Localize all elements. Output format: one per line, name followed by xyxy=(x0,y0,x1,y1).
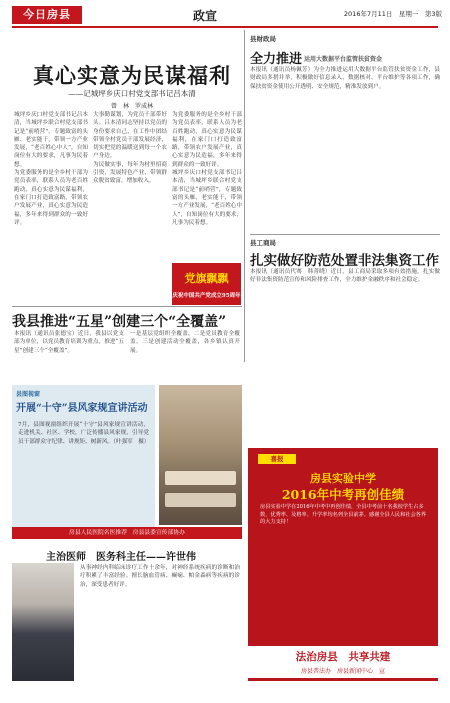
fivestar-col-2: 一是基层党组织全覆盖，二是党员教育全覆盖，三是创建活动全覆盖，各乡镇认真开展。 xyxy=(130,331,240,354)
lead-paragraph: 为党委服务的是全乡村干部为党员表率，联系人员为老百姓跑动，真心实意为民谋福利，在家门口打造致富路，带领农户发展产业，真心实意为民造福，多年来得到群众的一致好评。 xyxy=(172,112,242,168)
right-divider xyxy=(250,234,440,235)
right2-headline: 扎实做好防范处置非法集资工作 xyxy=(250,253,439,269)
meeting-table xyxy=(165,471,236,485)
right2-section-label: 县工商局 xyxy=(250,239,276,247)
lead-paragraph: 大事勤谋划，为党员干部带好头。吕本清同志坚持以党员的身份要求自己，在工作中团结带领全村党员干部发展经济，切实把党的温暖送到每一个农户身边。 xyxy=(93,112,167,160)
ad-body: 房县实验中学在2016年中考中再创佳绩，全县中考前十名我校学生占多数，优秀率、及格率、升学率均名列全县前茅。感谢全县人民和社会各界的大力支持！ xyxy=(260,504,427,526)
lead-column-2 xyxy=(93,111,167,269)
party-flag-ad xyxy=(172,263,241,305)
doctor-photo xyxy=(12,563,74,681)
lead-column-3 xyxy=(172,111,242,261)
doctor-headline: 主治医师 医务科主任——许世伟 xyxy=(46,552,196,563)
newspaper-logo: 今日房县 xyxy=(12,6,82,24)
doctor-bio: 从事神经内科临床诊疗工作十余年，对神经系统疾病的诊断和治疗积累了丰富经验。擅长脑血管病、癫痫、帕金森病等疾病的诊治，深受患者好评。 xyxy=(80,565,240,588)
ad-headline: 2016年中考再创佳绩 xyxy=(281,487,405,502)
story-divider xyxy=(12,306,242,307)
lead-paragraph: 城坪乡庆口村党支部书记吕本清，当城坪乡联合村党支部书记是“前哨营”，专题致富的头雁、老实能干，带领一方产业发展，“老百姓心中人”，自知岗位有大的要求，凡事为民着想。 xyxy=(14,112,88,168)
meeting-table xyxy=(165,493,236,507)
ad-school-name: 房县实验中学 xyxy=(310,472,376,485)
fivestar-headline: 我县推进“五星”创建三个“全覆盖” xyxy=(12,314,227,330)
meeting-photo xyxy=(159,385,242,525)
section-title: 政宣 xyxy=(192,9,217,23)
right1-headline xyxy=(250,48,440,67)
photo-story-box xyxy=(12,385,155,527)
lead-headline: 真心实意为民谋福利 xyxy=(33,63,231,88)
lead-paragraph: 为党委服务的是全乡村干部为党员表率，联系人员为老百姓跑动，真心实意为民谋福利，在家门口打造致富路，带领农户发展产业，真心实意为民造福，多年来得到群众的一致好评。 xyxy=(14,170,88,226)
ad-footer xyxy=(248,646,438,678)
right1-section-label: 县财政局 xyxy=(250,35,276,43)
school-ad xyxy=(248,448,438,681)
ad-ribbon: 喜报 xyxy=(258,454,296,464)
right1-headline-sub: 运用大数据平台监管扶贫资金 xyxy=(304,56,383,63)
lead-column-1 xyxy=(14,111,88,269)
photo-story-tag: 县图视窗 xyxy=(16,391,41,398)
lead-paragraph: 为民做实事，每年为村里招商引资，发展特色产业，带领群众脱贫致富，增加收入。 xyxy=(93,161,167,185)
party-ad-title: 党旗飘飘 xyxy=(184,272,229,285)
issue-date: 2016年7月11日 星期一 第3版 xyxy=(343,10,442,18)
party-ad-subtitle: 庆祝中国共产党成立95周年 xyxy=(172,293,241,299)
right1-body: 本报讯（通讯员杨佩芳）为全力推进运用大数据平台监管扶贫资金工作，县财政局多措并举，积极做好信息录入、数据核对、平台维护等各项工作，确保扶贫资金使用公开透明、安全规范，精准发放到户。 xyxy=(250,67,440,90)
photo-story-caption: 7月，县图视窗组织开展“十守”县风家规宣讲活动，走进机关、社区、学校，广泛传播县风家规，引导党员干部群众守纪律、讲规矩、树新风。（叶强军 摄） xyxy=(18,422,150,445)
doctor-banner: 房县人民医院名医推荐 房县县委宣传部协办 xyxy=(12,527,242,539)
header-divider xyxy=(12,26,438,28)
column-divider xyxy=(244,30,245,362)
fivestar-col-1: 本报讯（通讯员张德宝）近日，我县以党支部为单位，以党员教育培训为重点，推进“五星”创建三个“全覆盖”。 xyxy=(14,331,124,354)
lead-paragraph: 城坪乡庆口村党支部书记吕本清，当城坪乡联合村党支部书记是“前哨营”，专题致富的头雁、老实能干，带领一方产业发展，“老百姓心中人”，自知岗位有大的要求，凡事为民着想。 xyxy=(172,170,242,226)
lead-subtitle: ——记城坪乡庆口村党支部书记吕本清 xyxy=(68,89,196,98)
ad-footer-slogan: 法治房县 共享共建 xyxy=(295,651,391,663)
right1-headline-main: 全力推进 xyxy=(250,52,303,67)
ad-footer-sponsor: 房县普法办 房县新闻中心 宣 xyxy=(300,668,385,675)
photo-story-title: 开展“十守”县风家规宣讲活动 xyxy=(16,403,148,414)
right2-body: 本报讯（通讯员代骞 韩菁晓）近日，县工商局采取多项有效措施，扎实做好非法集资防范宣传和风险排查工作，全力维护金融秩序和社会稳定。 xyxy=(250,269,440,284)
lead-byline: 曾 林 罗成林 xyxy=(110,103,153,110)
